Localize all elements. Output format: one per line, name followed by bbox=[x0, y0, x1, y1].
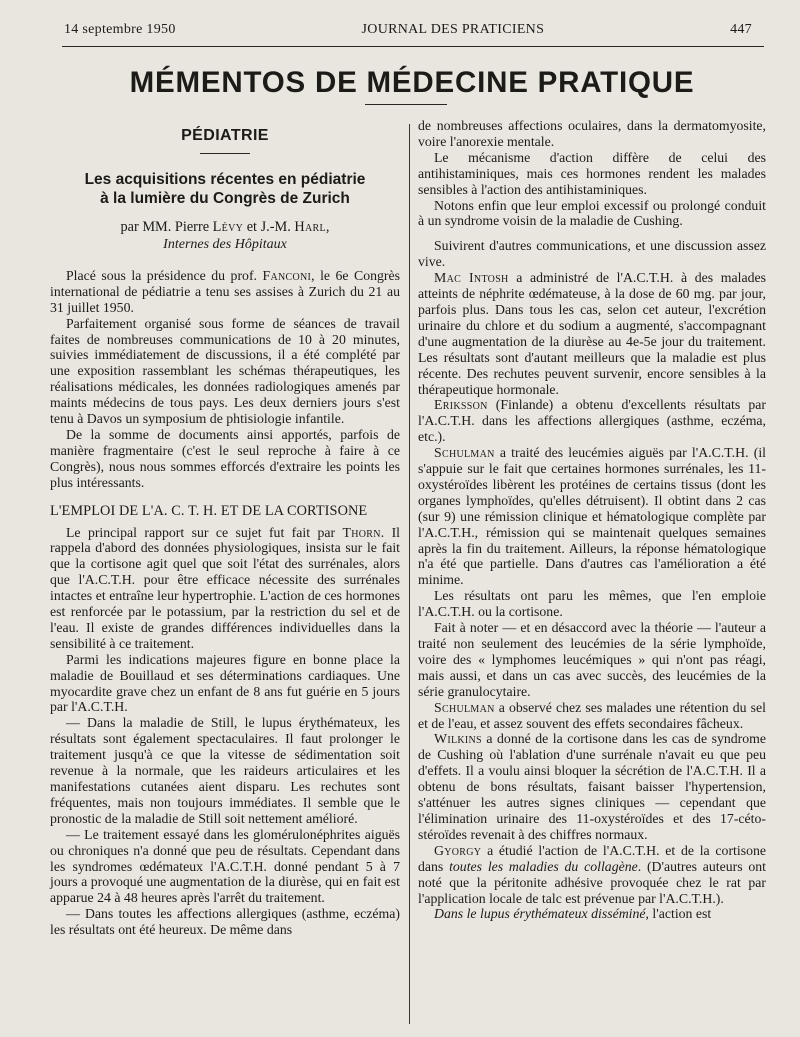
text-run: a traité des leucémies aiguës par l'A.C.T.H. (il s'appuie sur le fait que certaines hormones surrénales, les 11-oxystéroïdes libèrent les protéines de certains tissus (dont les organes lymphoïdes, qu'elles détruisent). Il obtint dans 2 cas (sur 9) une rémission clinique et hématologique complète par l'A.C.T.H., rémission qui se maintenait quelques semaines après la fin du traitement. Ailleurs, la réponse hématologique n'a été que partielle. Dans d'autres cas l'amélioration a été minime. bbox=[418, 445, 766, 588]
authors-suffix: , bbox=[325, 218, 330, 235]
paragraph bbox=[418, 445, 766, 588]
paragraph bbox=[418, 397, 766, 445]
paragraph bbox=[50, 525, 400, 652]
section-rule bbox=[200, 153, 250, 154]
text-run: a donné de la cortisone dans les cas de syndrome de Cushing où l'ablation d'une surrénale n'avait eu que peu d'effets. Il a voulu ainsi bloquer la sécrétion de l'A.C.T.H. Il a obtenu de bons résultats, faisant baisser l'hypertension, s'atténuer les autres signes cliniques — cependant que l'élimination urinaire des 11-oxystéroïdes et des 17-céto-stéroïdes revenait à des chiffres normaux. bbox=[418, 731, 766, 842]
authors-middle: et J.-M. bbox=[243, 218, 295, 235]
right-column bbox=[418, 118, 766, 922]
paragraph: Suivirent d'autres communications, et une discussion assez vive. bbox=[418, 238, 766, 270]
paragraph: Le mécanisme d'action diffère de celui des antihistaminiques, mais ces hormones rendent les malades sensibles à l'action des antihistaminiques. bbox=[418, 149, 766, 197]
paragraph bbox=[418, 700, 766, 732]
cited-author: Thorn bbox=[342, 524, 381, 540]
text-run: Le principal rapport sur ce sujet fut fait par bbox=[66, 524, 343, 540]
text-run: a étudié l'action de l'A.C.T.H. et de la cortisone dans bbox=[418, 842, 766, 874]
text-run: (Finlande) a obtenu d'excellents résultats par l'A.C.T.H. dans les affections allergiques (asthme, eczéma, etc.). bbox=[418, 397, 766, 445]
header-rule bbox=[62, 46, 764, 47]
authors-prefix: par MM. Pierre bbox=[120, 218, 213, 235]
cited-author: Fanconi bbox=[262, 267, 312, 283]
italic-run: Dans le lupus érythémateux disséminé bbox=[434, 906, 646, 922]
article-title bbox=[50, 170, 400, 208]
page-number: 447 bbox=[730, 22, 752, 37]
text-run: Placé sous la présidence du prof. bbox=[66, 267, 263, 283]
subsection-heading: L'EMPLOI DE L'A. C. T. H. ET DE LA CORTISONE bbox=[50, 502, 368, 519]
cited-author: Gyorgy bbox=[434, 842, 482, 858]
journal-name: JOURNAL DES PRATICIENS bbox=[361, 22, 545, 37]
running-head bbox=[64, 22, 752, 38]
banner-title: MÉMENTOS DE MÉDECINE PRATIQUE bbox=[129, 66, 695, 99]
paragraph: De la somme de documents ainsi apportés, parfois de manière fragmentaire (c'est le seul reproche à faire à ce Congrès), nous nous sommes efforcés d'extraire les points les plus intéressants. bbox=[50, 426, 400, 490]
left-column bbox=[50, 118, 400, 938]
cited-author: Schulman bbox=[434, 445, 495, 461]
article-authors bbox=[50, 219, 400, 236]
paragraph: — Le traitement essayé dans les glomérulonéphrites aiguës ou chroniques n'a donné que peu de résultats. Cependant dans les syndromes œdémateux l'A.C.T.H. donné pendant 5 à 7 jours a provoqué une augmentation de la diurèse, qui en fait est apparue 24 à 48 heures après l'arrêt du traitement. bbox=[50, 826, 400, 906]
paragraph: Fait à noter — et en désaccord avec la théorie — l'auteur a traité non seulement des leucémies de la série lymphoïde, voire des « lymphomes leucémiques » qui n'ont pas réagi, mais aussi, et dans un cas avec succès, des leucémies de la série granulocytaire. bbox=[418, 620, 766, 699]
paragraph: de nombreuses affections oculaires, dans la dermatomyosite, voire l'anorexie mentale. bbox=[418, 118, 766, 149]
text-run: . (D'autres auteurs ont noté que la péritonite adhésive provoquée chez le rat par l'application locale de talc est prévenue par l'A.C.T.H.). bbox=[418, 858, 766, 906]
italic-run: toutes les maladies du collagène bbox=[449, 858, 638, 874]
text-run: a administré de l'A.C.T.H. à des malades atteints de néphrite œdémateuse, à la dose de 60 mg. par jour, parfois plus. Dans tous les cas, selon cet auteur, l'excrétion urinaire du chlore et du sodium a augmenté, s'accompagnant d'une augmentation de la diurèse au 4e-5e jour du traitement. Les résultats sont d'autant meilleurs que la maladie est plus récente. Des rechutes peuvent survenir, encore sensibles à la thérapeutique hormonale. bbox=[418, 270, 766, 397]
paragraph: Les résultats ont paru les mêmes, que l'en emploie l'A.C.T.H. ou la cortisone. bbox=[418, 588, 766, 620]
paragraph: Parfaitement organisé sous forme de séances de travail faites de nombreuses communications de 10 à 20 minutes, suivies immédiatement de discussions, il a été complété par une exposition rassemblant les schémas thérapeutiques, les réalisations médicales, les données radiologiques amenés par maints médecins de tous pays. Les deux derniers jours s'est tenu à Davos un symposium de phtisiologie infantile. bbox=[50, 315, 400, 427]
cited-author: Eriksson bbox=[434, 397, 488, 413]
author-levy: Lévy bbox=[212, 218, 244, 235]
article-title-line1: Les acquisitions récentes en pédiatrie bbox=[84, 170, 366, 188]
paragraph bbox=[418, 906, 766, 922]
author-harl: Harl bbox=[294, 218, 326, 235]
text-run: . Il rappela d'abord des données physiologiques, insista sur le fait que la cortisone agit quel que soit l'état des surrénales, alors que l'A.C.T.H. pour être efficace nécessite des surrénales intactes et entraîne leur hypertrophie. L'action de ces hormones est renforcée par le potassium, par la restriction du sel et de l'eau. Il existe de grandes différences individuelles dans la sensibilité à ce traitement. bbox=[50, 524, 401, 651]
text-run: a observé chez ses malades une rétention du sel et de l'eau, et assez souvent des effets secondaires fâcheux. bbox=[418, 699, 766, 731]
paragraph bbox=[418, 270, 766, 397]
text-run: , l'action est bbox=[645, 906, 712, 922]
column-divider bbox=[409, 124, 410, 1024]
article-title-line2: à la lumière du Congrès de Zurich bbox=[100, 189, 350, 207]
paragraph bbox=[50, 268, 400, 316]
paragraph: Notons enfin que leur emploi excessif ou prolongé conduit à un syndrome voisin de la maladie de Cushing. bbox=[418, 197, 766, 229]
issue-date: 14 septembre 1950 bbox=[64, 22, 176, 37]
cited-author: Schulman bbox=[434, 699, 495, 715]
banner-rule bbox=[365, 104, 447, 105]
author-affiliation: Internes des Hôpitaux bbox=[163, 236, 287, 252]
text-run: , le 6e Congrès international de pédiatrie a tenu ses assises à Zurich du 21 au 31 juillet 1950. bbox=[50, 267, 400, 315]
paragraph: Parmi les indications majeures figure en bonne place la maladie de Bouillaud et ses déterminations cardiaques. Une myocardite grave chez un enfant de 8 ans fut guérie en 5 jours par l'A.C.T.H. bbox=[50, 651, 400, 715]
section-heading: PÉDIATRIE bbox=[181, 127, 269, 144]
paragraph bbox=[418, 843, 766, 907]
paragraph bbox=[418, 731, 766, 842]
paragraph: — Dans la maladie de Still, le lupus érythémateux, les résultats sont également spectaculaires. Il faut prolonger le traitement jusqu'à ce que la vitesse de sédimentation soit revenue à la normale, que les raideurs articulaires et les manifestations cutanées aient disparu. Les rechutes sont fréquentes, mais non toujours immédiates. Il semble que le pronostic de la maladie de Still soit nettement amélioré. bbox=[50, 715, 400, 826]
cited-author: Wilkins bbox=[434, 731, 482, 747]
paragraph: — Dans toutes les affections allergiques (asthme, eczéma) les résultats ont été heureux. De même dans bbox=[50, 906, 400, 938]
cited-author: Mac Intosh bbox=[434, 270, 509, 286]
